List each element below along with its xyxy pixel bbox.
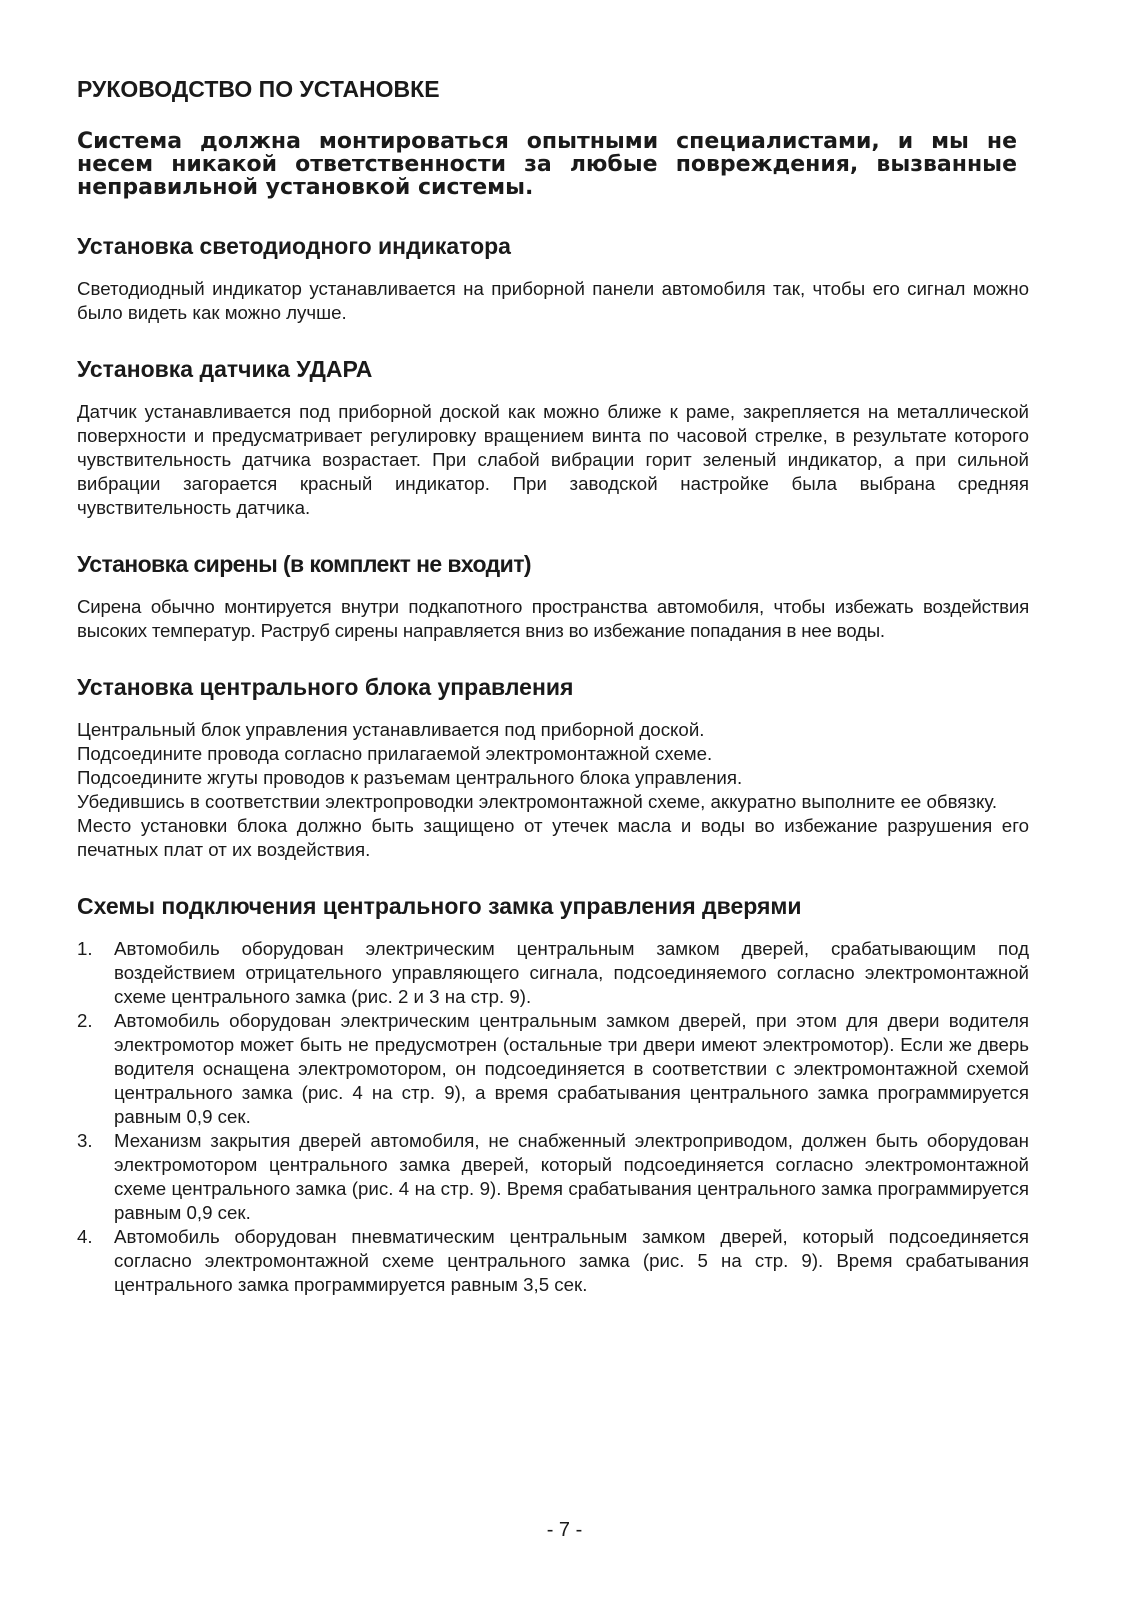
- list-item-text: Механизм закрытия дверей автомобиля, не снабженный электроприводом, должен быть оборудован электромотором центрального замка дверей, который подсоединяется согласно электромонтажной схеме центрального замка (рис. 4 на стр. 9). Время срабатывания центрального замка программируется равным 0,9 сек.: [114, 1130, 1029, 1223]
- section-central-lock: [77, 892, 1029, 1297]
- section-shock-sensor: [77, 355, 1029, 520]
- section-heading: Установка светодиодного индикатора: [77, 233, 511, 259]
- warning-note: Система должна монтироваться опытными специалистами, и мы не несем никакой ответственности за любые повреждения, вызванные неправильной установкой системы.: [77, 129, 1017, 200]
- page-number: - 7 -: [546, 1519, 583, 1541]
- list-item-number: 2.: [77, 1010, 93, 1031]
- list-item: [77, 1129, 1029, 1225]
- list-item-text: Автомобиль оборудован электрическим центральным замком дверей, срабатывающим под воздействием отрицательного управляющего сигнала, подсоединяемого согласно электромонтажной схеме центрального замка (рис. 2 и 3 на стр. 9).: [114, 938, 1029, 1007]
- list-item: [77, 937, 1029, 1009]
- instruction-line: Центральный блок управления устанавливается под приборной доской.: [77, 719, 705, 740]
- list-item-number: 1.: [77, 938, 93, 959]
- list-item-number: 3.: [77, 1130, 93, 1151]
- instruction-line: Убедившись в соответствии электропроводки электромонтажной схеме, аккуратно выполните ее обвязку.: [77, 791, 998, 812]
- instruction-line: Место установки блока должно быть защищено от утечек масла и воды во избежание разрушения его печатных плат от их воздействия.: [77, 815, 1029, 860]
- section-text: Сирена обычно монтируется внутри подкапотного пространства автомобиля, чтобы избежать воздействия высоких температур. Раструб сирены направляется вниз во избежание попадания в нее воды.: [77, 596, 1029, 641]
- lock-scheme-list: [77, 937, 1029, 1297]
- list-item: [77, 1009, 1029, 1129]
- instruction-line: Подсоедините провода согласно прилагаемой электромонтажной схеме.: [77, 743, 713, 764]
- section-text: Светодиодный индикатор устанавливается на приборной панели автомобиля так, чтобы его сигнал можно было видеть как можно лучше.: [77, 278, 1029, 323]
- page-content: [77, 74, 1029, 1297]
- section-control-unit: [77, 673, 1029, 862]
- section-heading: Схемы подключения центрального замка управления дверями: [77, 893, 802, 919]
- section-text: Датчик устанавливается под приборной доской как можно ближе к раме, закрепляется на металлической поверхности и предусматривает регулировку вращением винта по часовой стрелке, в результате которого чувствительность датчика возрастает. При слабой вибрации горит зеленый индикатор, а при сильной вибрации загорается красный индикатор. При заводской настройке была выбрана средняя чувствительность датчика.: [77, 401, 1029, 518]
- list-item-number: 4.: [77, 1226, 93, 1247]
- instruction-line: Подсоедините жгуты проводов к разъемам центрального блока управления.: [77, 767, 743, 788]
- section-led-indicator: [77, 232, 1029, 325]
- section-heading: Установка датчика УДАРА: [77, 356, 373, 382]
- list-item: [77, 1225, 1029, 1297]
- list-item-text: Автомобиль оборудован пневматическим центральным замком дверей, который подсоединяется согласно электромонтажной схеме центрального замка (рис. 5 на стр. 9). Время срабатывания центрального замка программируется равным 3,5 сек.: [114, 1226, 1029, 1295]
- section-siren: [77, 550, 1029, 643]
- section-heading: Установка центрального блока управления: [77, 674, 574, 700]
- page-title: РУКОВОДСТВО ПО УСТАНОВКЕ: [77, 76, 440, 102]
- list-item-text: Автомобиль оборудован электрическим центральным замком дверей, при этом для двери водителя электромотор может быть не предусмотрен (остальные три двери имеют электромотор). Если же дверь водителя оснащена электромотором, он подсоединяется в соответствии с электромонтажной схемой центрального замка (рис. 4 на стр. 9), а время срабатывания центрального замка программируется равным 0,9 сек.: [114, 1010, 1029, 1127]
- section-heading: Установка сирены (в комплект не входит): [77, 551, 531, 577]
